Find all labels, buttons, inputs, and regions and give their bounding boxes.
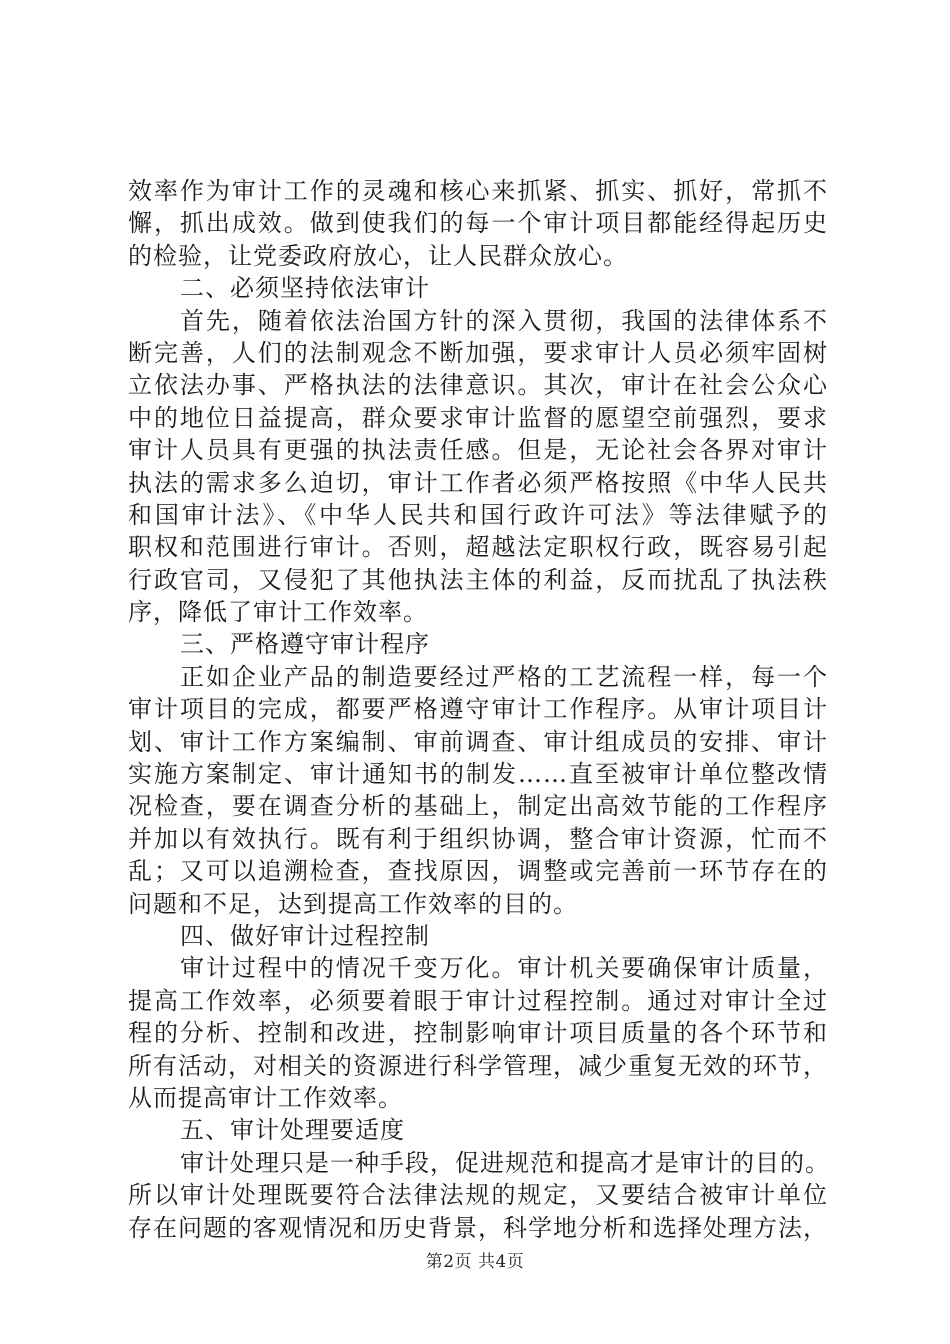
paragraph-line: 审计过程中的情况千变万化。审计机关要确保审计质量，: [180, 954, 828, 983]
section-heading: 五、审计处理要适度: [180, 1116, 405, 1145]
paragraph-line: 程的分析、控制和改进，控制影响审计项目质量的各个环节和: [128, 1019, 828, 1048]
paragraph-line: 审计处理只是一种手段，促进规范和提高才是审计的目的。: [180, 1148, 830, 1177]
paragraph-line: 正如企业产品的制造要经过严格的工艺流程一样，每一个: [180, 662, 828, 691]
paragraph-line: 立依法办事、严格执法的法律意识。其次，审计在社会公众心: [128, 371, 828, 400]
paragraph-line: 效率作为审计工作的灵魂和核心来抓紧、抓实、抓好，常抓不: [128, 177, 828, 205]
paragraph-line: 从而提高审计工作效率。: [128, 1083, 403, 1112]
paragraph-line: 所以审计处理既要符合法律法规的规定，又要结合被审计单位: [128, 1181, 828, 1210]
paragraph-line: 序，降低了审计工作效率。: [128, 598, 428, 627]
paragraph-line: 问题和不足，达到提高工作效率的目的。: [128, 889, 578, 918]
page-number-footer: 第2页 共4页: [425, 1252, 525, 1272]
section-heading: 二、必须坚持依法审计: [180, 274, 430, 303]
paragraph-line: 的检验，让党委政府放心，让人民群众放心。: [128, 241, 628, 270]
paragraph-line: 划、审计工作方案编制、审前调查、审计组成员的安排、审计: [128, 727, 828, 756]
paragraph-line: 首先，随着依法治国方针的深入贯彻，我国的法律体系不: [180, 306, 828, 335]
paragraph-line: 断完善，人们的法制观念不断加强，要求审计人员必须牢固树: [128, 338, 828, 367]
paragraph-line: 存在问题的客观情况和历史背景，科学地分析和选择处理方法，: [128, 1213, 828, 1242]
paragraph-line: 审计人员具有更强的执法责任感。但是，无论社会各界对审计: [128, 436, 828, 465]
paragraph-line: 并加以有效执行。既有利于组织协调，整合审计资源，忙而不: [128, 824, 828, 853]
paragraph-line: 提高工作效率，必须要着眼于审计过程控制。通过对审计全过: [128, 986, 828, 1015]
paragraph-line: 中的地位日益提高，群众要求审计监督的愿望空前强烈，要求: [128, 403, 828, 432]
paragraph-line: 乱；又可以追溯检查，查找原因，调整或完善前一环节存在的: [128, 857, 828, 886]
paragraph-line: 行政官司，又侵犯了其他执法主体的利益，反而扰乱了执法秩: [128, 565, 828, 594]
section-heading: 三、严格遵守审计程序: [180, 630, 430, 659]
document-body: [128, 175, 828, 1244]
paragraph-line: 实施方案制定、审计通知书的制发……直至被审计单位整改情: [128, 760, 828, 789]
section-heading: 四、做好审计过程控制: [180, 921, 430, 950]
paragraph-line: 况检查，要在调查分析的基础上，制定出高效节能的工作程序: [128, 792, 828, 821]
paragraph-line: 懈，抓出成效。做到使我们的每一个审计项目都能经得起历史: [128, 209, 828, 238]
paragraph-line: 审计项目的完成，都要严格遵守审计工作程序。从审计项目计: [128, 695, 828, 724]
paragraph-line: 和国审计法》、《中华人民共和国行政许可法》等法律赋予的: [128, 500, 828, 529]
paragraph-line: 职权和范围进行审计。否则，超越法定职权行政，既容易引起: [128, 533, 828, 562]
paragraph-line: 所有活动，对相关的资源进行科学管理，减少重复无效的环节，: [128, 1051, 828, 1080]
paragraph-line: 执法的需求多么迫切，审计工作者必须严格按照《中华人民共: [128, 468, 828, 497]
